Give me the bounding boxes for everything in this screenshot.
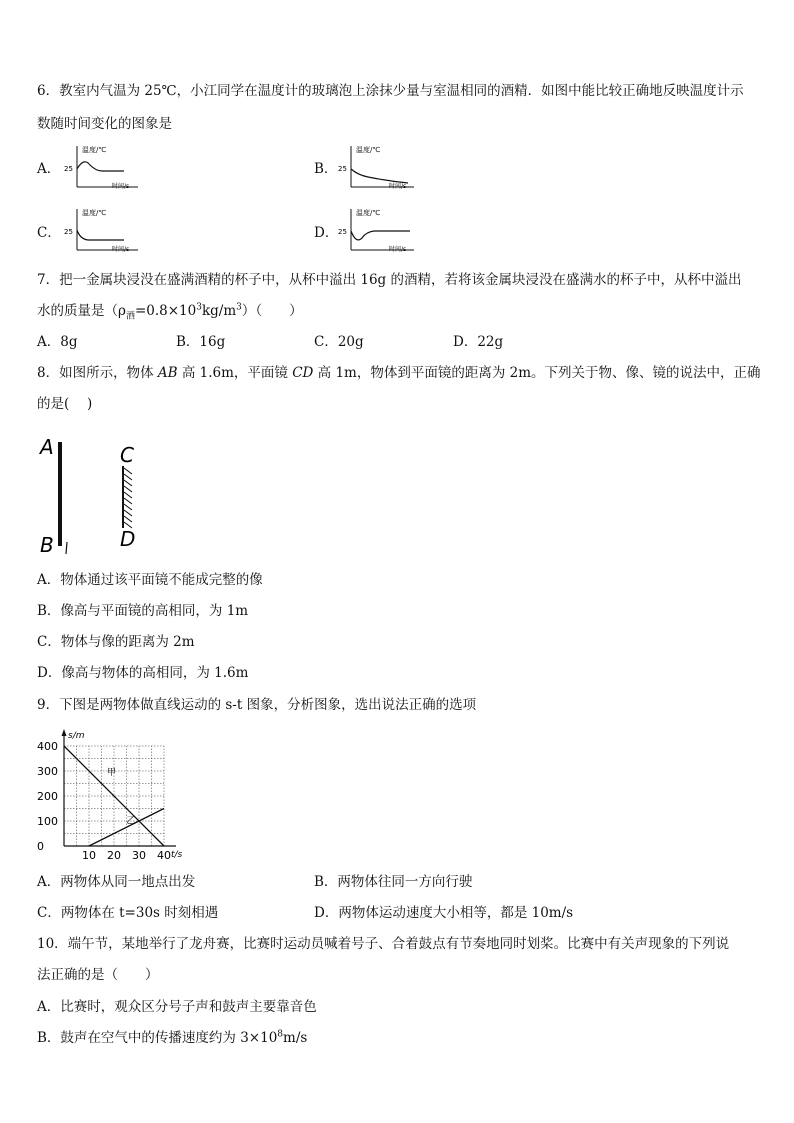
q6-stem-line2: 数随时间变化的图象是 bbox=[37, 116, 172, 132]
chart-xlabel: t/s bbox=[171, 850, 183, 860]
q6-graph-d-xlabel: 时间/s bbox=[389, 246, 407, 252]
q9-stem: 9．下图是两物体做直线运动的 s-t 图象，分析图象，选出说法正确的选项 bbox=[37, 697, 477, 713]
q6-graph-d-ylabel: 温度/℃ bbox=[356, 209, 381, 217]
q8-stem-p1: 8．如图所示，物体 bbox=[37, 365, 158, 381]
q8-option-d: D．像高与物体的高相同，为 1.6m bbox=[37, 665, 249, 681]
chart-x-tick: 30 bbox=[132, 849, 146, 862]
q6-graph-c-xlabel: 时间/s bbox=[112, 246, 130, 252]
q6-option-b-label: B． bbox=[314, 161, 338, 177]
chart-ylabel: s/m bbox=[68, 731, 85, 741]
q8-object-ab bbox=[58, 442, 62, 546]
chart-series-line bbox=[89, 809, 164, 847]
q8-stem-line2: 的是( ) bbox=[37, 396, 93, 412]
q7-stem-line2-post: ）（ ） bbox=[241, 303, 303, 319]
q8-stem-cd: CD bbox=[292, 365, 314, 381]
q6-graph-d bbox=[334, 206, 418, 252]
q10-stem-line1: 10．端午节，某地举行了龙舟赛，比赛时运动员喊着号子、合着鼓点有节奏地同时划桨。比赛中有关声现象的下列说 bbox=[37, 936, 730, 952]
q8-option-c: C．物体与像的距离为 2m bbox=[37, 634, 195, 650]
q7-stem-line2 bbox=[37, 301, 303, 321]
chart-y-tick: 0 bbox=[37, 840, 44, 853]
q8-mirror-figure bbox=[36, 430, 156, 562]
q6-graph-a-xlabel: 时间/s bbox=[112, 183, 130, 189]
q7-stem-line2-sub: 酒 bbox=[125, 311, 135, 322]
q9-st-chart bbox=[36, 724, 196, 864]
chart-x-tick: 40 bbox=[157, 849, 171, 862]
q6-graph-b bbox=[334, 143, 418, 189]
q9-option-a: A．两物体从同一地点出发 bbox=[37, 874, 196, 890]
q6-graph-c-ylabel: 温度/℃ bbox=[82, 209, 107, 217]
q7-stem-line1: 7．把一金属块浸没在盛满酒精的杯子中，从杯中溢出 16g 的酒精，若将该金属块浸没在盛满水的杯子中，从杯中溢出 bbox=[37, 272, 742, 288]
q10-option-b-pre: B．鼓声在空气中的传播速度约为 3×10 bbox=[37, 1030, 278, 1046]
q6-graph-c-tick: 25 bbox=[64, 228, 73, 236]
q6-graph-b-ylabel: 温度/℃ bbox=[356, 146, 381, 154]
q6-graph-b-tick: 25 bbox=[338, 165, 347, 173]
q10-stem-line2: 法正确的是（ ） bbox=[37, 967, 159, 983]
chart-x-tick: 20 bbox=[107, 849, 121, 862]
q8-stem-p2: 高 1.6m，平面镜 bbox=[177, 365, 293, 381]
q8-fig-label-a: A bbox=[40, 435, 54, 459]
q6-graph-c bbox=[60, 206, 142, 252]
q9-option-c: C．两物体在 t=30s 时刻相遇 bbox=[37, 905, 219, 921]
q7-stem-line2-sup2: 3 bbox=[236, 302, 242, 313]
chart-y-tick: 100 bbox=[37, 815, 58, 828]
q10-option-a: A．比赛时，观众区分号子声和鼓声主要靠音色 bbox=[37, 999, 317, 1015]
q6-graph-a bbox=[60, 143, 142, 189]
q7-stem-line2-unit: kg/m bbox=[201, 303, 237, 319]
chart-series-label: 乙 bbox=[126, 816, 136, 827]
q7-option-c: C．20g bbox=[314, 334, 364, 350]
q8-stem-ab: AB bbox=[157, 365, 178, 381]
q6-graph-a-tick: 25 bbox=[64, 165, 73, 173]
q7-stem-line2-mid: =0.8×10 bbox=[134, 303, 197, 319]
q6-option-a-label: A． bbox=[37, 161, 61, 177]
q6-option-c-label: C． bbox=[37, 225, 61, 241]
q8-fig-label-d: D bbox=[120, 527, 136, 551]
q8-mirror-hatch bbox=[124, 468, 132, 528]
q6-stem-line1: 6．教室内气温为 25℃，小江同学在温度计的玻璃泡上涂抹少量与室温相同的酒精．如图中能比较正确地反映温度计示 bbox=[37, 83, 744, 99]
chart-y-tick: 200 bbox=[37, 790, 58, 803]
q8-stem-p3: 高 1m，物体到平面镜的距离为 2m。下列关于物、像、镜的说法中，正确 bbox=[313, 365, 761, 381]
q6-graph-a-ylabel: 温度/℃ bbox=[82, 146, 107, 154]
q10-option-b bbox=[37, 1028, 307, 1048]
q9-option-b: B．两物体往同一方向行驶 bbox=[314, 874, 473, 890]
q10-option-b-sup: 8 bbox=[277, 1029, 284, 1040]
q8-fig-label-c: C bbox=[120, 443, 134, 467]
q6-graph-d-tick: 25 bbox=[338, 228, 347, 236]
q9-option-d: D．两物体运动速度大小相等，都是 10m/s bbox=[314, 905, 574, 921]
q8-option-a: A．物体通过该平面镜不能成完整的像 bbox=[37, 572, 263, 588]
q8-fig-label-b: B bbox=[40, 533, 54, 557]
chart-x-tick: 10 bbox=[82, 849, 96, 862]
q6-graph-b-xlabel: 时间/s bbox=[389, 183, 407, 189]
q7-stem-line2-sup: 3 bbox=[196, 302, 202, 313]
chart-y-tick: 300 bbox=[37, 765, 58, 778]
chart-y-tick: 400 bbox=[37, 740, 58, 753]
q8-option-b: B．像高与平面镜的高相同，为 1m bbox=[37, 603, 249, 619]
chart-series-label: 甲 bbox=[107, 768, 117, 778]
q7-option-d: D．22g bbox=[453, 334, 504, 350]
q6-option-d-label: D． bbox=[314, 225, 339, 241]
q8-stem-line1 bbox=[37, 363, 761, 383]
q7-option-b: B．16g bbox=[176, 334, 226, 350]
q10-option-b-post: m/s bbox=[283, 1030, 308, 1046]
q7-stem-line2-pre: 水的质量是（ρ bbox=[37, 303, 126, 319]
q7-option-a: A．8g bbox=[37, 334, 78, 350]
